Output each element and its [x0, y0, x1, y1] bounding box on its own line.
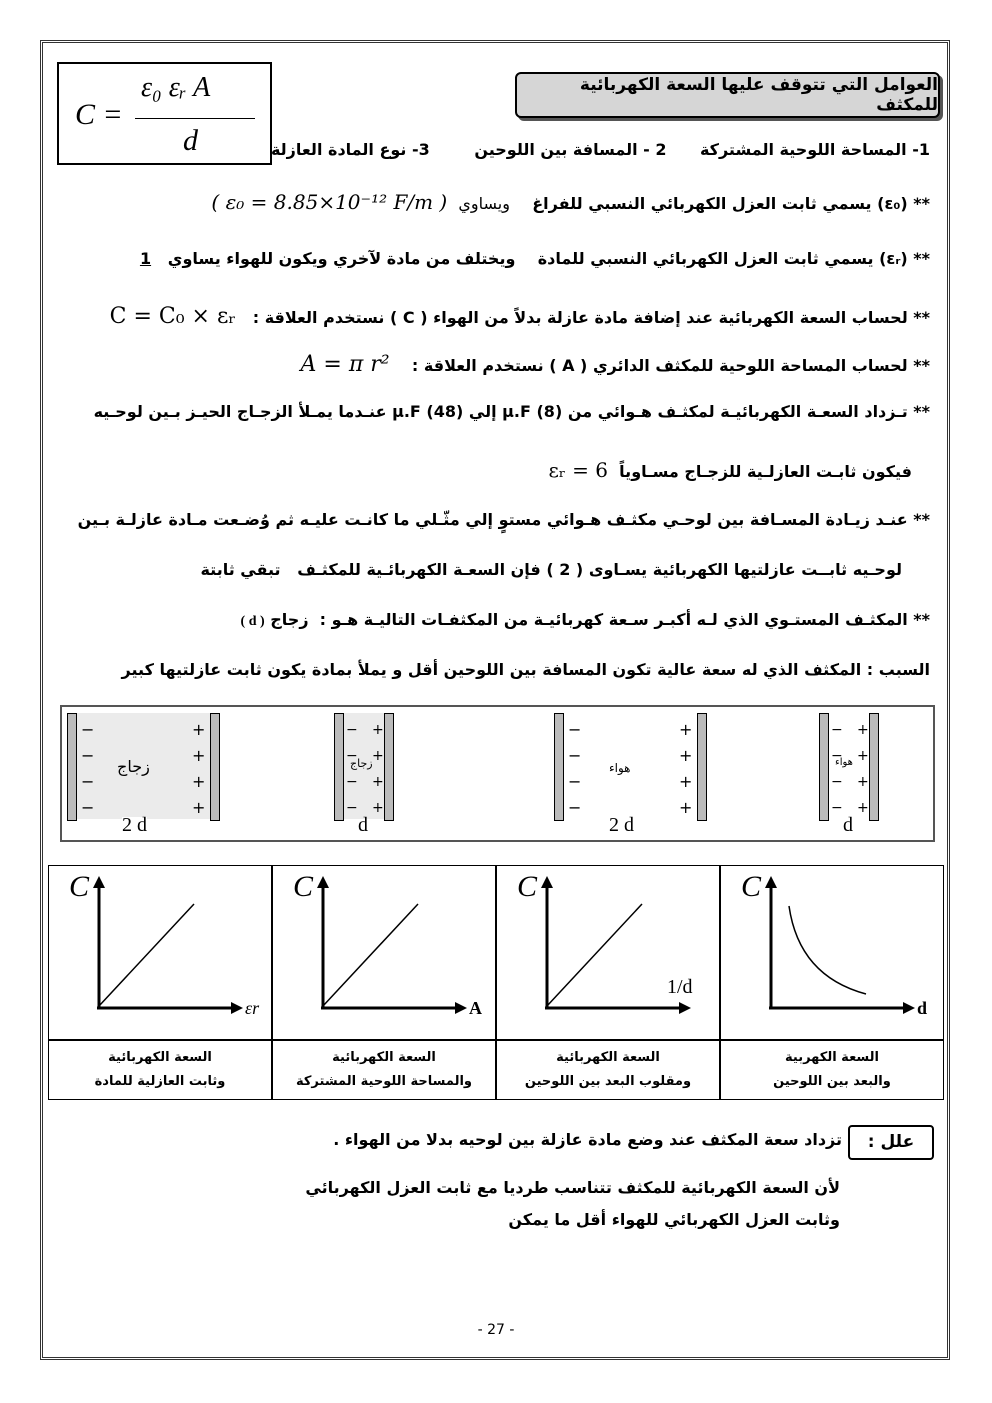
y-axis-arrow	[765, 876, 777, 888]
y-axis-arrow	[317, 876, 329, 888]
capacitor-distance: d	[843, 814, 853, 836]
explain-answer-2	[508, 1210, 840, 1229]
c-relation-line	[110, 304, 930, 329]
x-axis-label: 1/d	[667, 976, 693, 998]
epsr-definition: ** (εᵣ) يسمي ثابت العزل الكهربائي النسبي للمادة	[537, 249, 930, 268]
graph-2	[272, 865, 496, 1040]
caption-line-1: السعة الكهربائية	[108, 1050, 212, 1065]
glass-constant-text: فيكون ثابـت العازلـية للزجـاج مسـاوياً	[619, 462, 912, 481]
formula-denominator: d	[183, 124, 198, 157]
distance-text: ** عنـد زيـادة المسـافة بين لوحـي مكثـف هـوائي مستوٍ إلي مثّـلي ما كانـت عليـه ثم وُضـعت مـادة عازلـة بـين	[77, 510, 930, 529]
y-axis-arrow	[541, 876, 553, 888]
graph-caption-2	[272, 1040, 496, 1100]
section-title-banner	[515, 72, 940, 118]
caption-line-2: والمساحة اللوحية المشتركة	[295, 1074, 473, 1089]
explain-question-text: تزداد سعة المكثف عند وضع مادة عازلة بين لوحيه بدلا من الهواء .	[333, 1130, 842, 1149]
graph-curve	[789, 906, 866, 994]
capacitor-glass-2d: − − − − + + + + زجاج 2 d	[67, 713, 237, 831]
graph-line	[99, 904, 194, 1006]
fraction-bar	[135, 118, 255, 119]
a-relation-text: ** لحساب المساحة اللوحية للمكثف الدائري ( A ) نستخدم العلاقة :	[411, 356, 930, 375]
capacitor-material: هواء	[609, 761, 631, 775]
distance-line-2	[200, 560, 902, 579]
explain-answer-text-1: لأن السعة الكهربائية للمكثف تتناسب طرديا مع ثابت العزل الكهربائي	[305, 1178, 840, 1197]
largest-answer: زجاج	[270, 610, 309, 629]
graph-3	[496, 865, 720, 1040]
graph-line	[547, 904, 642, 1006]
factor-3: 3- نوع المادة العازلة	[270, 140, 430, 159]
capacitor-air-2d: − − − − + + + + هواء 2 d	[554, 713, 724, 831]
eps0-equals-label: ويساوي	[458, 194, 510, 213]
a-relation-formula: A = π r²	[300, 352, 390, 377]
increase-line-2	[549, 458, 912, 482]
epsr-air-value: 1	[139, 249, 152, 268]
graph-caption-4	[720, 1040, 944, 1100]
caption-line-1: السعة الكهربائية	[556, 1050, 660, 1065]
increase-text: ** تـزداد السعـة الكهربائيـة لمكثـف هـوائي من μ.F (8) إلي μ.F (48) عنـدما يمـلأ الزجـاج الحيـز بـين لوحـيه	[93, 402, 930, 421]
caption-line-2: والبعد بين اللوحين	[773, 1074, 891, 1089]
y-axis-label: C	[741, 870, 762, 903]
epsr-description: ويختلف من مادة لآخري ويكون للهواء يساوي	[167, 249, 516, 268]
increase-line-1	[94, 402, 930, 421]
capacitor-distance: 2 d	[609, 814, 634, 836]
factor-2: 2 - المسافة بين اللوحين	[474, 140, 667, 159]
eps0-definition: ** (ε₀) يسمي ثابت العزل الكهربائي النسبي للفراغ	[532, 194, 930, 213]
largest-line	[241, 610, 930, 630]
page-border	[40, 40, 950, 1360]
caption-line-1: السعة الكهربية	[785, 1050, 879, 1065]
graph-caption-1	[48, 1040, 272, 1100]
x-axis-label: A	[469, 998, 482, 1018]
explain-label: علل :	[867, 1132, 915, 1152]
caption-line-2: وثابت العازلية للمادة	[94, 1074, 226, 1089]
graph-line	[323, 904, 418, 1006]
page-number: - 27 -	[477, 1322, 515, 1338]
capacitor-distance: d	[358, 814, 368, 836]
distance-answer: تبقي ثابتة	[200, 560, 281, 579]
epsr-line	[140, 249, 930, 268]
capacitor-distance: 2 d	[122, 814, 147, 836]
c-relation-formula: C = C₀ × εᵣ	[109, 304, 236, 329]
y-axis-arrow	[93, 876, 105, 888]
largest-option-label: ( d )	[240, 614, 265, 629]
capacitance-formula-box	[57, 62, 272, 165]
explain-question	[333, 1130, 842, 1149]
reason-line	[122, 660, 930, 679]
explain-answer-text-2: وثابت العزل الكهربائي للهواء أقل ما يمكن	[508, 1210, 840, 1229]
formula-lhs: C =	[75, 98, 123, 131]
c-relation-text: ** لحساب السعة الكهربائية عند إضافة مادة عازلة بدلاً من الهواء ( C ) نستخدم العلاقة :	[252, 308, 930, 327]
y-axis-label: C	[293, 870, 314, 903]
x-axis-arrow	[679, 1002, 691, 1014]
factor-1: 1- المساحة اللوحية المشتركة	[699, 140, 930, 159]
factors-list	[271, 140, 930, 159]
distance-text-2: لوحـيه ثابــت عازلتيها الكهربائية يسـاوى ( 2 ) فإن السعـة الكهربائـية للمكثـف	[297, 560, 902, 579]
y-axis-label: C	[517, 870, 538, 903]
explain-answer-1	[305, 1178, 840, 1197]
capacitor-material: زجاج	[350, 757, 373, 770]
eps0-value: ( ε₀ = 8.85×10⁻¹² F/m )	[211, 190, 448, 214]
a-relation-line	[301, 352, 930, 377]
largest-question: ** المكثـف المستـوي الذي لـه أكبـر سـعة كهربائيـة من المكثفـات التاليـة هـو :	[319, 610, 930, 629]
x-axis-label: d	[917, 998, 928, 1018]
caption-line-2: ومقلوب البعد بين اللوحين	[524, 1074, 692, 1089]
graph-4	[720, 865, 944, 1040]
capacitor-material: هواء	[835, 757, 853, 768]
capacitor-diagrams	[60, 705, 935, 842]
distance-line-1	[78, 510, 930, 529]
x-axis-arrow	[903, 1002, 915, 1014]
x-axis-arrow	[455, 1002, 467, 1014]
eps0-line	[211, 190, 930, 214]
x-axis-label: εr	[245, 998, 260, 1018]
section-title: العوامل التي تتوقف عليها السعة الكهربائية للمكثف	[579, 75, 938, 115]
capacitor-air-d: − − − − + + + + هواء d	[819, 713, 919, 831]
caption-line-1: السعة الكهربائية	[332, 1050, 436, 1065]
explain-label-box	[848, 1125, 934, 1160]
y-axis-label: C	[69, 870, 90, 903]
graph-1	[48, 865, 272, 1040]
formula-numerator: ε₀ εᵣ A	[141, 72, 211, 103]
reason-text: السبب : المكثف الذي له سعة عالية تكون المسافة بين اللوحين أقل و يملأ بمادة يكون ثابت عازلتيها كبير	[121, 660, 930, 679]
capacitor-material: زجاج	[117, 757, 150, 776]
graph-caption-3	[496, 1040, 720, 1100]
capacitor-glass-d: − − − − + + + + زجاج d	[334, 713, 434, 831]
glass-constant-value: εᵣ = 6	[548, 458, 609, 482]
x-axis-arrow	[231, 1002, 243, 1014]
